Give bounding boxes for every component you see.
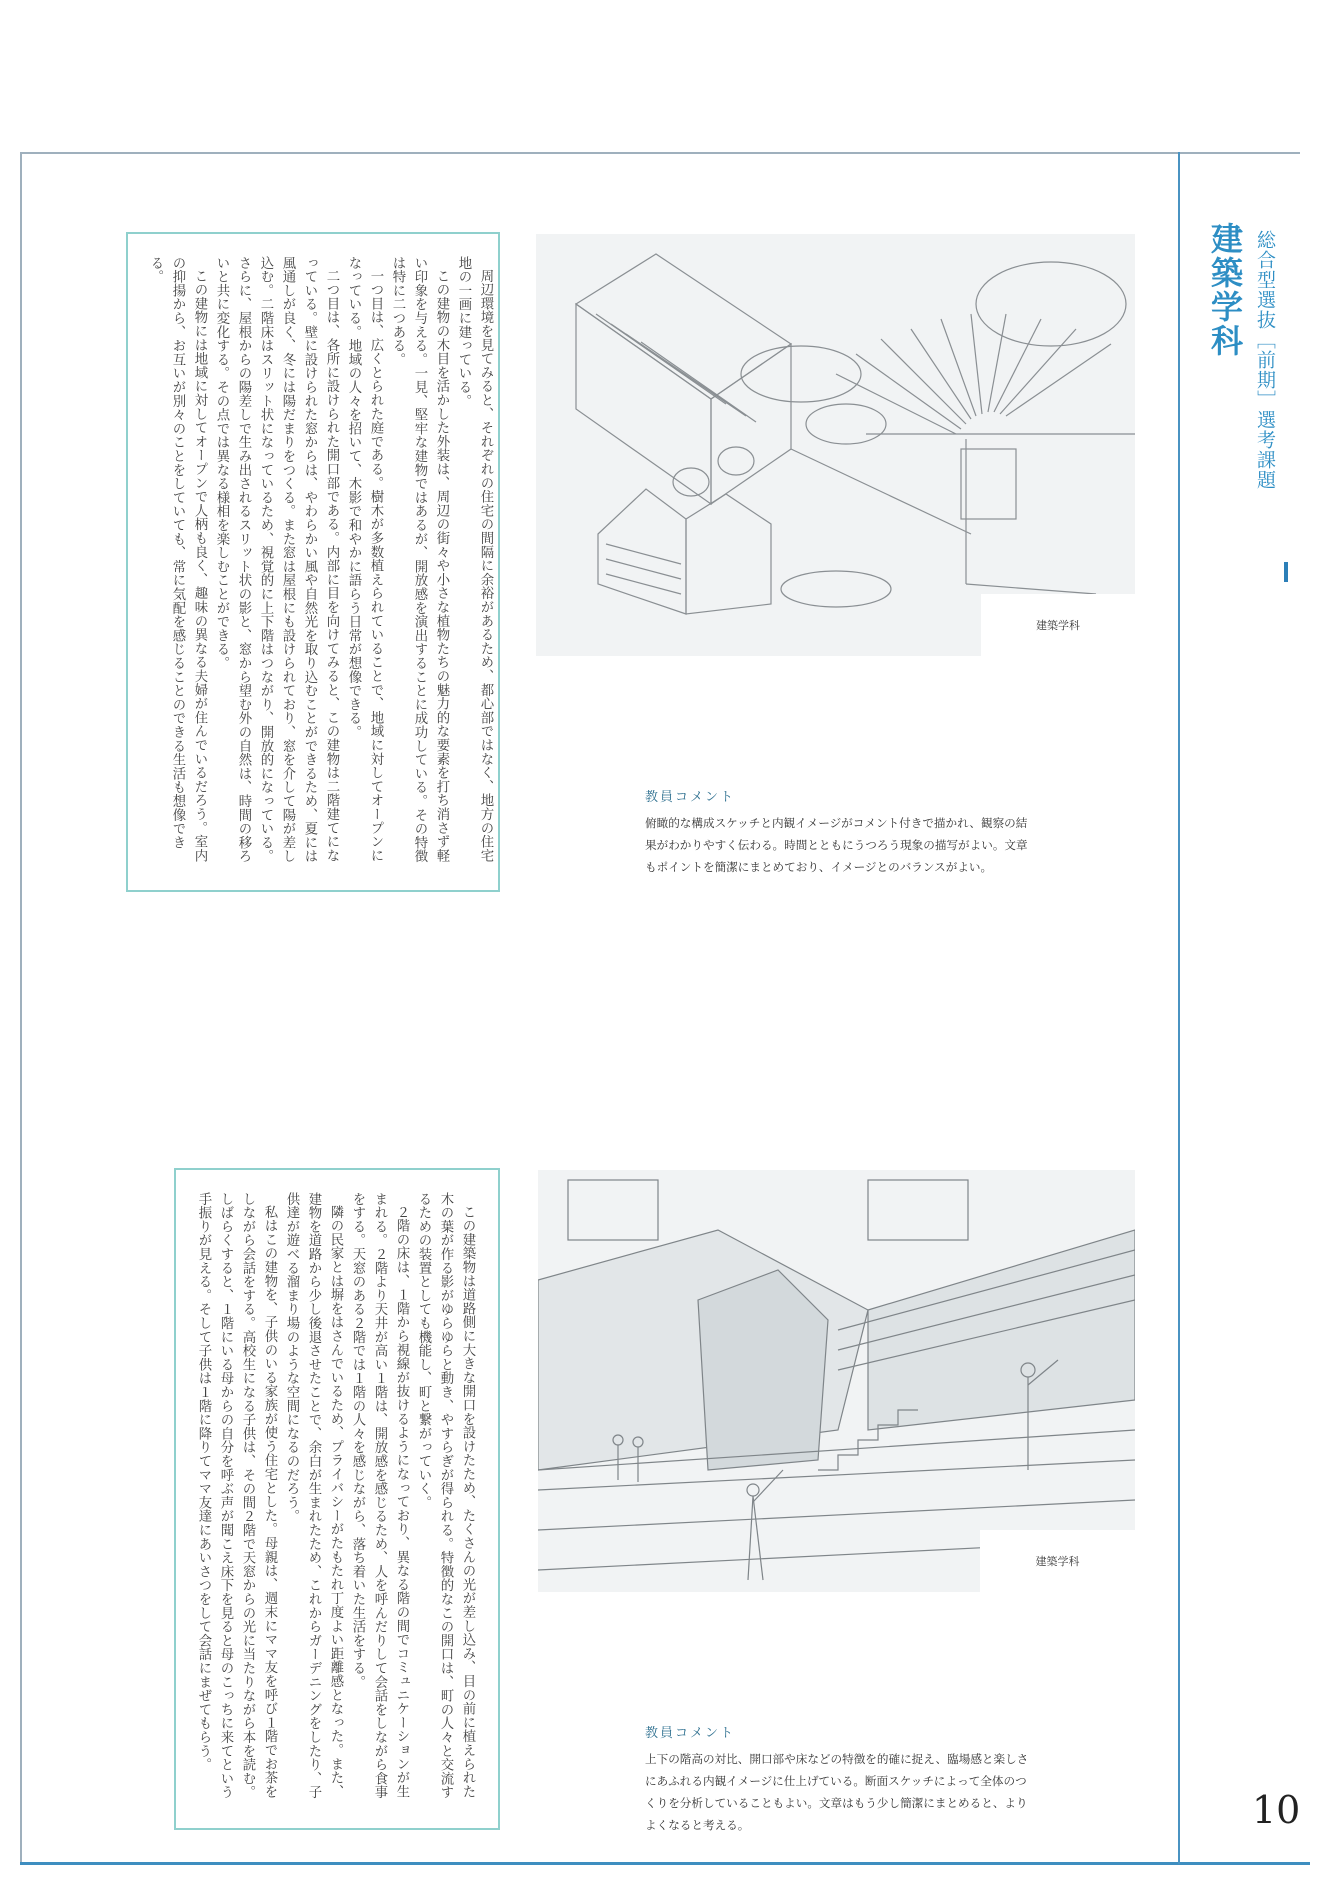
- exam-label: 総合型選抜［前期］選考課題: [1254, 230, 1276, 490]
- comment-heading-2: 教員コメント: [645, 1726, 736, 1741]
- side-rule: [1178, 152, 1180, 1864]
- page-number: 10: [1252, 1788, 1301, 1832]
- interior-perspective-drawing: [538, 1170, 1135, 1592]
- sketch-caption-1: 建築学科: [981, 594, 1135, 656]
- essay-paragraph: この建築物は道路側に大きな開口を設けたため、たくさんの光が差し込み、目の前に植えられた木の葉が作る影がゆらゆらと動き、やすらぎが得られる。特徴的なこの開口は、町の人々と交流するための装置としても機能し、町と繋がっていく。: [416, 1192, 475, 1800]
- essay-paragraph: 周辺環境を見てみると、それぞれの住宅の間隔に余裕があるため、都心部ではなく、地方の住宅地の一画に建っている。: [456, 256, 493, 863]
- essay-paragraph: この建物の木目を活かした外装は、周辺の街々や小さな植物たちの魅力的な要素を打ち消さず軽い印象を与える。一見、堅牢な建物ではあるが、開放感を演出することに成功している。その特徴は特に二つある。: [390, 256, 449, 864]
- essay-paragraph: ２階の床は、１階から視線が抜けるようになっており、異なる階の間でコミュニケーションが生まれる。２階より天井が高い１階は、開放感を感じるため、人を呼んだりして会話をしながら食事をする。天窓のある２階では１階の人々を感じながら、落ち着いた生活をする。: [350, 1192, 409, 1800]
- essay-box-2: [174, 1168, 500, 1830]
- essay-paragraph: この建物には地域に対してオープンで人柄も良く、趣味の異なる夫婦が住んでいるだろう。室内の抑揚から、お互いが別々のことをしていても、常に気配を感じることのできる生活も想像できる。: [148, 256, 207, 863]
- essay-paragraph: 私はこの建物を、子供のいる家族が使う住宅とした。母親は、週末にママ友を呼び１階でお茶をしながら会話をする。高校生になる子供は、その間２階で天窓からの光に当たりながら本を読む。しばらくすると、１階にいる母からの自分を呼ぶ声が聞こえ床下を見ると母のこっちに来てという手振りが見える。そして子供は１階に降りてママ友達にあいさつをして会話にまぜてもらう。: [196, 1192, 277, 1800]
- architecture-sketch-drawing: [536, 234, 1135, 656]
- sketch-image-1: [536, 234, 1135, 656]
- essay-text-2: [192, 1192, 478, 1806]
- department-title: 建築学科: [1206, 222, 1244, 358]
- essay-paragraph: 二つ目は、各所に設けられた開口部である。内部に目を向けてみると、この建物は二階建てになっている。壁に設けられた窓からは、やわらかい風や自然光を取り込むことができるため、夏には風通しが良く、冬には陽だまりをつくる。また窓は屋根にも設けられており、窓を介して陽が差し込む。二階床はスリット状になっているため、視覚的に上下階はつながり、開放的になっている。さらに、屋根からの陽差しで生み出されるスリット状の影と、窓から望む外の自然は、時間の移ろいと共に変化する。その点では異なる様相を楽しむことができる。: [214, 256, 339, 864]
- essay-box-1: [126, 232, 500, 892]
- sketch-image-2: [538, 1170, 1135, 1592]
- top-rule: [20, 152, 1300, 154]
- essay-paragraph: 一つ目は、広くとられた庭である。樹木が多数植えられていることで、地域に対してオープンになっている。地域の人々を招いて、木影で和やかに語らう日常が想像できる。: [346, 256, 383, 863]
- essay-text-1: [144, 256, 496, 868]
- left-rule: [20, 152, 22, 1862]
- comment-text-1: 俯瞰的な構成スケッチと内観イメージがコメント付きで描かれ、観察の結果がわかりやすく伝わる。時間とともにうつろう現象の描写がよい。文章もポイントを簡潔にまとめており、イメージとのバランスがよい。: [645, 816, 1028, 874]
- essay-paragraph: 隣の民家とは塀をはさんでいるため、プライバシーがたもたれ丁度よい距離感となった。また、建物を道路から少し後退させたことで、余白が生まれたため、これからガーデニングをしたり、子供達が遊べる溜まり場のような空間になるのだろう。: [284, 1192, 343, 1800]
- sketch-caption-2: 建築学科: [980, 1530, 1135, 1592]
- bottom-rule: [20, 1862, 1310, 1865]
- section-marker: [1284, 562, 1288, 582]
- comment-heading-1: 教員コメント: [645, 790, 736, 805]
- comment-text-2: 上下の階高の対比、開口部や床などの特徴を的確に捉え、臨場感と楽しさにあふれる内観イメージに仕上げている。断面スケッチによって全体のつくりを分析していることもよい。文章はもう少し簡潔にまとめると、よりよくなると考える。: [645, 1752, 1029, 1832]
